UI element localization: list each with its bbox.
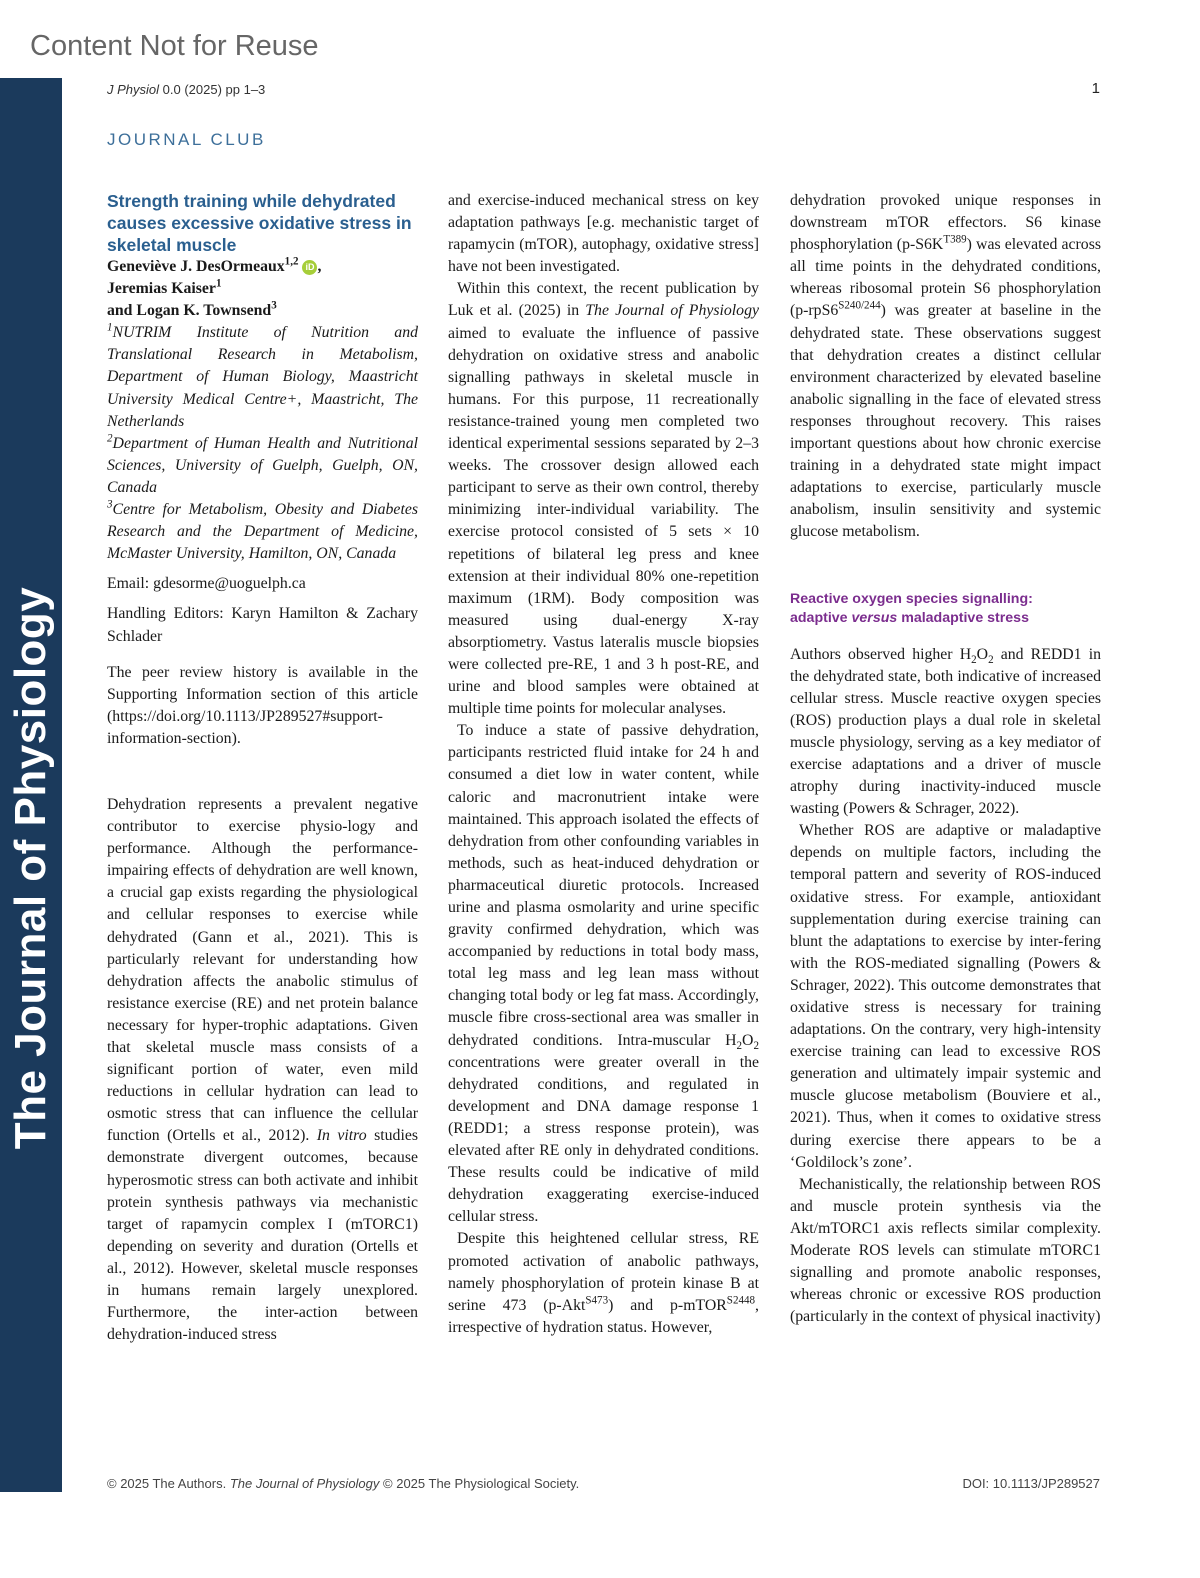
author-list: Geneviève J. DesOrmeaux$^{1,2}$ iD , Jeremias Kaiser$^1$ and Logan K. Townsend$^3$	[107, 255, 322, 320]
running-header	[107, 82, 265, 97]
subheading-line-2-end: maladaptive stress	[897, 609, 1029, 626]
affiliation	[107, 433, 418, 499]
author-sup: 1	[215, 277, 222, 290]
affiliation-sup: 2	[107, 432, 113, 445]
body-paragraph: Authors observed higher $H_2O_2$ and REDD1 in the dehydrated state, both indicative of increased cellular stress. Muscle reactive oxygen species (ROS) production plays a dual role in skeletal muscle physiology, serving as a key mediator of exercise adaptations and a driver of muscle atrophy during inactivity-induced muscle wasting (Powers & Schrager, 2022).	[790, 645, 1101, 818]
column-1	[107, 190, 418, 1346]
body-paragraph: Mechanistically, the relationship between ROS and muscle protein synthesis via the Akt/mTORC1 axis reflects similar complexity. Moderate ROS levels can stimulate mTORC1 signalling and promote anabolic responses, whereas chronic or excessive ROS production (particularly in the context of physical inactivity)	[790, 1175, 1101, 1326]
body-paragraph: Despite this heightened cellular stress, RE promoted activation of anabolic pathways, namely phosphorylation of protein kinase B at serine 473 (p-Akt$^{S473}$) and p-mTOR$^{S2448}$, irrespective of hydration status. However,	[448, 1230, 759, 1336]
body-paragraph: Whether ROS are adaptive or maladaptive depends on multiple factors, including the temporal pattern and severity of ROS-induced oxidative stress. For example, antioxidant supplementation during exercise training can blunt the adaptations to exercise by inter-fering with the ROS-mediated signalling (Powers & Schrager, 2022). This outcome demonstrates that oxidative stress is necessary for training adaptations. On the contrary, very high-intensity exercise training can lead to excessive ROS generation and ultimately impair systemic and muscle glucose metabolism (Bouviere et al., 2021). Thus, when it comes to oxidative stress during exercise there appears to be a ‘Goldilock’s zone’.	[790, 822, 1101, 1171]
subheading-emphasis: versus	[851, 609, 898, 626]
orcid-icon[interactable]: iD	[302, 260, 317, 275]
page-number: 1	[1091, 80, 1100, 97]
journal-sidebar-title: The Journal of Physiology	[6, 586, 55, 1150]
author-sup: 1,2	[284, 255, 299, 268]
affiliation	[107, 499, 418, 565]
body-paragraph: Dehydration represents a prevalent negative contributor to exercise physio-logy and performance. Although the performance-impairing effects of dehydration are well known, a crucial gap exists regarding the physiological and cellular responses to exercise while dehydrated (Gann et al., 2021). This is particularly relevant for understanding how dehydration affects the anabolic stimulus of resistance exercise (RE) and net protein balance necessary for hyper-trophic adaptations. Given that skeletal muscle mass consists of a significant portion of water, even mild reductions in cellular hydration can lead to osmotic stress that can influence the cellular function (Ortells et al., 2012). In vitro studies demonstrate divergent outcomes, because hyperosmotic stress can both activate and inhibit protein synthesis pathways via mechanistic target of rapamycin complex I (mTORC1) depending on severity and duration (Ortells et al., 2012). However, skeletal muscle responses in humans remain largely unexplored. Furthermore, the inter-action between dehydration-induced stress	[107, 795, 418, 1344]
affiliation-sup: 3	[107, 498, 113, 511]
peer-review-note: The peer review history is available in the Supporting Information section of this article (https://doi.org/10.1113/JP289527#support-information-section).	[107, 663, 418, 747]
journal-sidebar	[0, 78, 62, 1492]
handling-editors: Handling Editors: Karyn Hamilton & Zachary Schlader	[107, 605, 418, 645]
author-name: Jeremias Kaiser	[107, 280, 216, 298]
doi-footer[interactable]: DOI: 10.1113/JP289527	[962, 1476, 1100, 1491]
section-subheading	[790, 590, 1101, 628]
body-paragraph: dehydration provoked unique responses in downstream mTOR effectors. S6 kinase phosphorylation $(p-S6K^{T389})$ was elevated across all time points in the dehydrated conditions, whereas ribosomal protein S6 phosphorylation $(p-rpS6^{S240/244})$ was greater at baseline in the dehydrated state. These observations suggest that dehydration creates a distinct cellular environment characterized by elevated baseline anabolic signalling in the face of elevated stress responses throughout recovery. This raises important questions about how chronic exercise training in a dehydrated state might impact adaptations to exercise, particularly muscle anabolism, insulin sensitivity and systemic glucose metabolism.	[790, 192, 1101, 541]
author-email[interactable]: Email: gdesorme@uoguelph.ca	[107, 575, 306, 593]
affiliation-text: Department of Human Health and Nutritional Sciences, University of Guelph, Guelph, ON, Canada	[107, 434, 418, 496]
header-journal: J Physiol	[107, 82, 160, 97]
body-paragraph: Within this context, the recent publication by Luk et al. (2025) in The Journal of Physiology aimed to evaluate the influence of passive dehydration on oxidative stress and anabolic signalling pathways in skeletal muscle in humans. For this purpose, 11 recreationally resistance-trained young men completed two identical experimental sessions separated by 2–3 weeks. The crossover design allowed each participant to serve as their own control, thereby minimizing inter-individual variability. The exercise protocol consisted of 5 sets × 10 repetitions of bilateral leg press and knee extension at their individual 80% one-repetition maximum (1RM). Body composition was measured using dual-energy X-ray absorptiometry. Vastus lateralis muscle biopsies were collected pre-RE, 1 and 3 h post-RE, and urine and blood samples were obtained at multiple time points for molecular analyses.	[448, 280, 759, 718]
copyright-journal: The Journal of Physiology	[229, 1476, 380, 1491]
header-issue: 0.0 (2025) pp 1–3	[162, 82, 266, 97]
body-paragraph: To induce a state of passive dehydration, participants restricted fluid intake for 24 h and consumed a diet low in water content, while caloric and macronutrient intake were maintained. This approach isolated the effects of dehydration from other confounding variables in methods, such as heat-induced dehydration or pharmaceutical diuretic protocols. Increased urine and plasma osmolarity and urine specific gravity confirmed dehydration, which was accompanied by reductions in total body mass, total leg mass and leg lean mass without changing total body or leg fat mass. Accordingly, muscle fibre cross-sectional area was smaller in dehydrated conditions. Intra-muscular $H_2O_2$ concentrations were greater overall in the dehydrated conditions, and regulated in development and DNA damage response 1 (REDD1; a stress response protein), was elevated after RE only in dehydrated conditions. These results could be indicative of mild dehydration exaggerating exercise-induced cellular stress.	[448, 722, 759, 1226]
author-name: and Logan K. Townsend	[107, 302, 272, 320]
affiliation-text: Centre for Metabolism, Obesity and Diabetes Research and the Department of Medicine, McMaster University, Hamilton, ON, Canada	[107, 501, 418, 563]
section-label: JOURNAL CLUB	[107, 130, 266, 149]
article-title: Strength training while dehydrated causes excessive oxidative stress in skeletal muscle	[107, 191, 412, 255]
column-3	[790, 190, 1101, 1328]
subheading-line-1: Reactive oxygen species signalling:	[790, 590, 1033, 607]
watermark-text: Content Not for Reuse	[30, 30, 319, 62]
author-sup: 3	[271, 299, 277, 312]
affiliation-sup: 1	[107, 322, 113, 335]
subheading-line-2: adaptive	[790, 609, 852, 626]
copyright-text: © 2025 The Authors.	[107, 1476, 230, 1491]
copyright-society: © 2025 The Physiological Society.	[379, 1476, 580, 1491]
column-2	[448, 190, 759, 1339]
affiliation	[107, 322, 418, 432]
affiliation-text: NUTRIM Institute of Nutrition and Translational Research in Metabolism, Department of Human Biology, Maastricht University Medical Centre+, Maastricht, The Netherlands	[107, 324, 418, 430]
body-paragraph: and exercise-induced mechanical stress on key adaptation pathways [e.g. mechanistic target of rapamycin (mTOR), autophagy, oxidative stress] have not been investigated.	[448, 192, 759, 276]
copyright-footer	[107, 1476, 579, 1491]
author-name: Geneviève J. DesOrmeaux	[107, 258, 285, 275]
